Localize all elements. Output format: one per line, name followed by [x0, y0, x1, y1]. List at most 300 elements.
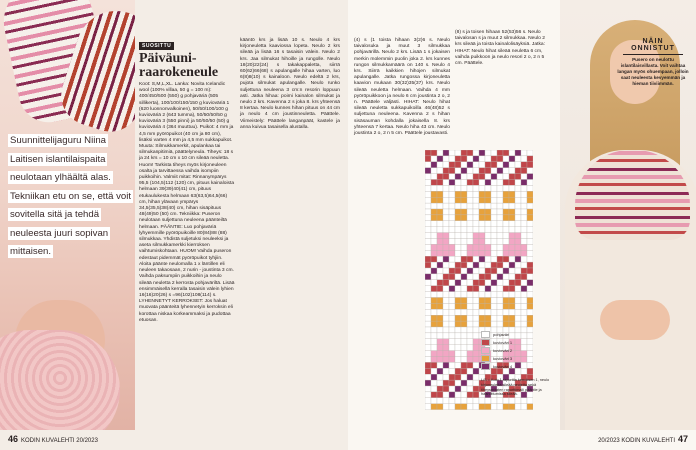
- chart-cell: [491, 398, 497, 404]
- chart-cell: [521, 268, 527, 274]
- chart-cell: [503, 227, 509, 233]
- chart-cell: [497, 221, 503, 227]
- chart-cell: [491, 174, 497, 180]
- chart-cell: [443, 362, 449, 368]
- chart-cell: [521, 309, 527, 315]
- chart-cell: [455, 215, 461, 221]
- chart-cell: [497, 250, 503, 256]
- chart-cell: [425, 180, 431, 186]
- chart-cell: [521, 303, 527, 309]
- sidebar-box: NÄIN ONNISTUT Pusero on neulottu islantilaisvillasta. Voit vaihtaa langan myös ohuempaan, jolloin saat neuleesta kevyemmän ja hieman tiiviimmän.: [617, 38, 689, 86]
- chart-cell: [443, 286, 449, 292]
- chart-cell: [449, 256, 455, 262]
- chart-cell: [479, 168, 485, 174]
- chart-cell: [467, 262, 473, 268]
- chart-cell: [437, 203, 443, 209]
- chart-cell: [443, 386, 449, 392]
- chart-cell: [443, 374, 449, 380]
- chart-cell: [461, 250, 467, 256]
- chart-cell: [431, 298, 437, 304]
- chart-cell: [437, 150, 443, 156]
- chart-cell: [437, 233, 443, 239]
- chart-cell: [473, 374, 479, 380]
- chart-cell: [509, 274, 515, 280]
- chart-cell: [455, 197, 461, 203]
- chart-cell: [479, 298, 485, 304]
- chart-cell: [485, 156, 491, 162]
- chart-cell: [521, 315, 527, 321]
- chart-cell: [485, 239, 491, 245]
- chart-cell: [515, 197, 521, 203]
- chart-cell: [449, 156, 455, 162]
- chart-cell: [467, 227, 473, 233]
- chart-cell: [521, 274, 527, 280]
- chart-cell: [503, 150, 509, 156]
- chart-cell: [431, 380, 437, 386]
- chart-cell: [461, 392, 467, 398]
- chart-cell: [443, 156, 449, 162]
- legend-row: kuvioväri 1: [481, 338, 586, 346]
- chart-cell: [491, 274, 497, 280]
- chart-cell: [515, 227, 521, 233]
- chart-cell: [443, 168, 449, 174]
- chart-cell: [479, 233, 485, 239]
- chart-cell: [455, 274, 461, 280]
- chart-cell: [425, 357, 431, 363]
- chart-cell: [521, 239, 527, 245]
- chart-cell: [467, 327, 473, 333]
- chart-cell: [497, 404, 503, 410]
- chart-cell: [521, 209, 527, 215]
- chart-cell: [473, 404, 479, 410]
- chart-cell: [443, 368, 449, 374]
- chart-cell: [503, 303, 509, 309]
- chart-cell: [485, 180, 491, 186]
- chart-cell: [449, 185, 455, 191]
- chart-cell: [497, 239, 503, 245]
- chart-cell: [443, 256, 449, 262]
- chart-cell: [467, 368, 473, 374]
- chart-cell: [473, 309, 479, 315]
- chart-cell: [503, 168, 509, 174]
- chart-cell: [479, 280, 485, 286]
- chart-cell: [461, 185, 467, 191]
- chart-cell: [491, 191, 497, 197]
- chart-cell: [503, 203, 509, 209]
- chart-cell: [491, 203, 497, 209]
- chart-cell: [521, 203, 527, 209]
- chart-cell: [431, 185, 437, 191]
- chart-cell: [443, 404, 449, 410]
- chart-cell: [497, 197, 503, 203]
- chart-cell: [473, 268, 479, 274]
- chart-cell: [497, 280, 503, 286]
- chart-cell: [527, 150, 533, 156]
- chart-cell: [467, 174, 473, 180]
- chart-cell: [431, 233, 437, 239]
- chart-cell: [449, 398, 455, 404]
- chart-cell: [437, 268, 443, 274]
- chart-cell: [455, 227, 461, 233]
- instruction-column-c: (4) s (1 toista hihaan 3(2)6 s. Neulo taivalosuka ja muut 3 silmukkaa pohjavärillä. Neulo 2 krs. Lisää 1 s jokaisen merkin molemmin puolin joka 2. krs kunnes rungon silmukkamäärä on 140 s. Neulo 4 krs. Siirrä kaikkien hihojen silmukat apulangalle. Jatka rungossa kirjoneuletta kaavion mukaan 30(32)35(37) krs. Neulo sileää neuletta helmaan. Vaihda 4 mm pyöröpuikkoon ja neulo 6 cm joustinta 2 o, 2 n. Päättele väljästi. HIHAT: Neulo hihat sileää neuletta sukkapuikoilla 46(48)52 s suljettuna neuleena. Kavenna 2 s hihan sisäsauman kohdalla jokaisella 8. krs yhteensä 7 kertaa. Neulo hiha 43 cm. Neulo joustinta 2 o, 2 n 5 cm. Päättele joustavasti.: [354, 38, 450, 137]
- chart-cell: [527, 292, 533, 298]
- chart-cell: [503, 262, 509, 268]
- chart-cell: [479, 156, 485, 162]
- chart-cell: [461, 221, 467, 227]
- chart-cell: [527, 168, 533, 174]
- chart-cell: [425, 274, 431, 280]
- chart-cell: [503, 156, 509, 162]
- chart-cell: [479, 197, 485, 203]
- chart-cell: [479, 174, 485, 180]
- chart-cell: [467, 303, 473, 309]
- chart-cell: [497, 162, 503, 168]
- chart-cell: [479, 404, 485, 410]
- chart-cell: [443, 250, 449, 256]
- chart-cell: [509, 180, 515, 186]
- chart-cell: [503, 286, 509, 292]
- chart-cell: [473, 150, 479, 156]
- chart-cell: [449, 150, 455, 156]
- chart-cell: [449, 392, 455, 398]
- chart-cell: [455, 380, 461, 386]
- chart-cell: [479, 185, 485, 191]
- chart-cell: [491, 162, 497, 168]
- chart-cell: [491, 262, 497, 268]
- chart-cell: [425, 303, 431, 309]
- chart-cell: [485, 215, 491, 221]
- chart-cell: [425, 162, 431, 168]
- chart-cell: [485, 162, 491, 168]
- chart-cell: [473, 162, 479, 168]
- chart-cell: [431, 256, 437, 262]
- chart-cell: [437, 298, 443, 304]
- chart-cell: [431, 345, 437, 351]
- chart-cell: [455, 280, 461, 286]
- chart-cell: [473, 386, 479, 392]
- chart-cell: [455, 209, 461, 215]
- chart-cell: [449, 333, 455, 339]
- chart-cell: [455, 286, 461, 292]
- chart-cell: [461, 256, 467, 262]
- chart-cell: [497, 309, 503, 315]
- chart-cell: [431, 292, 437, 298]
- chart-cell: [479, 227, 485, 233]
- chart-cell: [509, 315, 515, 321]
- chart-cell: [425, 368, 431, 374]
- chart-cell: [455, 368, 461, 374]
- chart-cell: [509, 162, 515, 168]
- chart-cell: [431, 191, 437, 197]
- chart-cell: [431, 250, 437, 256]
- chart-cell: [491, 150, 497, 156]
- chart-cell: [449, 233, 455, 239]
- chart-cell: [509, 268, 515, 274]
- chart-cell: [509, 197, 515, 203]
- chart-cell: [485, 286, 491, 292]
- chart-cell: [503, 298, 509, 304]
- chart-cell: [449, 286, 455, 292]
- chart-cell: [467, 292, 473, 298]
- chart-cell: [461, 203, 467, 209]
- chart-cell: [521, 398, 527, 404]
- chart-cell: [473, 185, 479, 191]
- chart-cell: [467, 362, 473, 368]
- chart-cell: [491, 292, 497, 298]
- chart-cell: [473, 321, 479, 327]
- chart-cell: [521, 250, 527, 256]
- chart-cell: [425, 298, 431, 304]
- chart-cell: [467, 357, 473, 363]
- chart-cell: [449, 303, 455, 309]
- chart-cell: [461, 262, 467, 268]
- chart-cell: [431, 368, 437, 374]
- chart-cell: [425, 333, 431, 339]
- chart-cell: [425, 292, 431, 298]
- chart-cell: [509, 404, 515, 410]
- chart-cell: [479, 309, 485, 315]
- chart-cell: [461, 351, 467, 357]
- chart-cell: [437, 321, 443, 327]
- chart-cell: [425, 315, 431, 321]
- chart-cell: [521, 298, 527, 304]
- chart-cell: [479, 256, 485, 262]
- chart-cell: [497, 315, 503, 321]
- chart-cell: [467, 274, 473, 280]
- chart-cell: [473, 239, 479, 245]
- chart-cell: [503, 197, 509, 203]
- section-tag: SUOSITTU: [139, 42, 174, 50]
- chart-cell: [425, 168, 431, 174]
- chart-cell: [437, 333, 443, 339]
- chart-cell: [455, 309, 461, 315]
- chart-cell: [515, 321, 521, 327]
- chart-cell: [479, 274, 485, 280]
- chart-cell: [437, 315, 443, 321]
- chart-cell: [449, 268, 455, 274]
- chart-cell: [443, 203, 449, 209]
- chart-cell: [455, 185, 461, 191]
- chart-cell: [425, 339, 431, 345]
- chart-cell: [437, 168, 443, 174]
- chart-cell: [509, 185, 515, 191]
- chart-cell: [437, 197, 443, 203]
- chart-cell: [509, 209, 515, 215]
- chart-cell: [491, 404, 497, 410]
- chart-cell: [515, 233, 521, 239]
- chart-cell: [515, 280, 521, 286]
- chart-cell: [467, 339, 473, 345]
- chart-cell: [527, 398, 533, 404]
- chart-cell: [461, 315, 467, 321]
- chart-cell: [455, 374, 461, 380]
- chart-cell: [425, 392, 431, 398]
- chart-cell: [455, 357, 461, 363]
- chart-cell: [467, 256, 473, 262]
- chart-cell: [503, 233, 509, 239]
- chart-cell: [425, 221, 431, 227]
- chart-cell: [485, 244, 491, 250]
- chart-cell: [497, 298, 503, 304]
- chart-cell: [437, 209, 443, 215]
- chart-cell: [491, 168, 497, 174]
- chart-cell: [503, 239, 509, 245]
- chart-cell: [503, 292, 509, 298]
- chart-cell: [443, 233, 449, 239]
- chart-cell: [443, 215, 449, 221]
- chart-cell: [431, 221, 437, 227]
- chart-cell: [491, 250, 497, 256]
- chart-cell: [527, 262, 533, 268]
- chart-cell: [449, 380, 455, 386]
- legend-row: kuvioväri 2: [481, 346, 586, 354]
- chart-cell: [473, 292, 479, 298]
- chart-cell: [509, 309, 515, 315]
- chart-cell: [443, 321, 449, 327]
- chart-cell: [425, 262, 431, 268]
- chart-cell: [515, 185, 521, 191]
- chart-cell: [437, 191, 443, 197]
- chart-cell: [425, 215, 431, 221]
- chart-cell: [437, 404, 443, 410]
- chart-cell: [521, 262, 527, 268]
- chart-cell: [479, 398, 485, 404]
- chart-cell: [437, 221, 443, 227]
- chart-cell: [509, 298, 515, 304]
- chart-cell: [467, 386, 473, 392]
- chart-cell: [449, 274, 455, 280]
- chart-cell: [467, 233, 473, 239]
- chart-cell: [449, 262, 455, 268]
- chart-cell: [431, 239, 437, 245]
- article-title: Päiväuni- raarokeneule: [139, 51, 219, 80]
- chart-cell: [515, 203, 521, 209]
- chart-cell: [455, 262, 461, 268]
- chart-cell: [473, 221, 479, 227]
- chart-cell: [491, 185, 497, 191]
- chart-cell: [461, 404, 467, 410]
- instruction-column-d: (8) s ja toisen hihaan 52(53)56 s. Neulo taivalosan s ja muut 2 silmukkaa. Neulo 2 krs sileää ja toista kainalolisäyksiä. Jatka: HIHAT: Neulo hihat sileää neuletta 6 cm, vaihda puikkoon ja neulo resori 2 o, 2 n 5 cm. Päättele.: [455, 30, 545, 67]
- chart-cell: [461, 233, 467, 239]
- chart-cell: [473, 327, 479, 333]
- chart-cell: [509, 215, 515, 221]
- chart-cell: [485, 150, 491, 156]
- chart-cell: [527, 303, 533, 309]
- chart-cell: [485, 203, 491, 209]
- chart-cell: [497, 150, 503, 156]
- chart-cell: [527, 203, 533, 209]
- chart-cell: [449, 168, 455, 174]
- chart-cell: [503, 280, 509, 286]
- chart-cell: [461, 309, 467, 315]
- chart-cell: [461, 298, 467, 304]
- chart-cell: [425, 256, 431, 262]
- chart-cell: [437, 286, 443, 292]
- chart-cell: [527, 233, 533, 239]
- chart-cell: [467, 250, 473, 256]
- chart-cell: [497, 156, 503, 162]
- chart-cell: [449, 174, 455, 180]
- chart-cell: [455, 268, 461, 274]
- chart-cell: [443, 303, 449, 309]
- chart-cell: [437, 292, 443, 298]
- chart-cell: [461, 357, 467, 363]
- chart-cell: [437, 345, 443, 351]
- chart-cell: [527, 309, 533, 315]
- chart-cell: [467, 309, 473, 315]
- chart-cell: [431, 303, 437, 309]
- chart-cell: [431, 156, 437, 162]
- chart-cell: [521, 150, 527, 156]
- chart-cell: [527, 185, 533, 191]
- chart-cell: [461, 345, 467, 351]
- chart-cell: [425, 386, 431, 392]
- chart-cell: [455, 404, 461, 410]
- chart-cell: [443, 180, 449, 186]
- chart-cell: [527, 221, 533, 227]
- chart-cell: [527, 268, 533, 274]
- chart-cell: [485, 274, 491, 280]
- chart-cell: [461, 191, 467, 197]
- chart-cell: [437, 180, 443, 186]
- chart-cell: [437, 262, 443, 268]
- chart-cell: [425, 404, 431, 410]
- chart-cell: [455, 162, 461, 168]
- chart-cell: [443, 262, 449, 268]
- chart-cell: [449, 339, 455, 345]
- chart-cell: [491, 215, 497, 221]
- chart-cell: [443, 185, 449, 191]
- instruction-column-a: Koot: S,M,L,XL. Lanka: Novita Icelandic wool (100% villaa, 50 g = 100 m): 400/450/500 (550) g pohjaväriä (505 sillikerta), 100/100/150/150 g kuvioväriä 1 (620 luonnonvalkoinen), 50/50/100/100 g kuvioväriä 2 (643 tumma), 50/50/50/50 g kuvioväriä 3 (550 pinni) ja 50/50/50 (50) g kuvioväriä 4 (364 muuttuu). Puikot: 4 mm ja 4,5 mm pyöröpuikot (40 cm ja 80 cm), lisäksi varten 4 mm ja 4,5 mm sukkapuikot. Muuta: Silmukkamerkit, apulankaa tai silmukanpitimiä, päättelyneula. Tiheys: 18 s ja 24 krs = 10 cm x 10 cm sileää neuletta. Huom! Tarkista tiheys myös kirjoneuleen osalta ja tarvittaessa vaihda isompiin puikkoihin. Valmiit mitat: Rinnanympärys 95,5 (104,5)112 (120) cm, pituus kainaloista helmaan 39(39)40(41) cm, pituus etukaulukesta helmaan 63(63,5)64,5(66) cm, hihan ylävaan ympärys 34,5(35,5)38(40) cm, hihan sisäpituus 48(49)50 (50) cm. Tekniikka: Puseron neulotaan suljettuna neuleena päänteiltä helmaan. PÄÄNTIE: Luo pohjaväriä lyhyemmille pyöröpuikoille 80(84)88 (88) silmukkaa. Yhdistä suljetuksi neuleeksi ja aseta silmukkamerkki kierroksen vaihtumiskohtaan. HUOM! Vaihda puseron edestaut pidemmät pyöröpuikot tyhjiin. Aloita päänte neulomalla 1 x läntillen eli neuleen takaosaan, 2 nurin - joustinta 3 cm. Vaihda paksumpiin puikkoihin ja neulo sileää neuletta 2 kerrosta pohjaväriltä. Lisää ensimmäisellä kerralla tasaisin välein lyhien 16(16)20(26) s =96(102)108(114) s. LYHENNETYT KERROKSET: Jos haluat muovata päänteitä lyhennetyin kerroksin eli korottaa niskaa korkeammaksi ja pudottaa etuosan.: [139, 82, 235, 323]
- chart-cell: [503, 185, 509, 191]
- chart-cell: [443, 197, 449, 203]
- chart-cell: [449, 162, 455, 168]
- chart-cell: [485, 256, 491, 262]
- legend-row: kuvioväri 3: [481, 354, 586, 362]
- chart-cell: [431, 150, 437, 156]
- chart-cell: [485, 191, 491, 197]
- chart-cell: [473, 256, 479, 262]
- colorwork-chart: [425, 150, 533, 410]
- chart-cell: [515, 174, 521, 180]
- chart-cell: [503, 321, 509, 327]
- chart-cell: [473, 298, 479, 304]
- chart-cell: [443, 392, 449, 398]
- chart-cell: [491, 156, 497, 162]
- chart-cell: [515, 191, 521, 197]
- chart-cell: [461, 197, 467, 203]
- chart-cell: [527, 215, 533, 221]
- chart-cell: [473, 262, 479, 268]
- chart-cell: [497, 274, 503, 280]
- chart-cell: [431, 168, 437, 174]
- chart-cell: [497, 215, 503, 221]
- chart-cell: [527, 156, 533, 162]
- chart-cell: [449, 209, 455, 215]
- chart-cell: [521, 156, 527, 162]
- chart-cell: [467, 345, 473, 351]
- chart-cell: [461, 333, 467, 339]
- chart-cell: [455, 315, 461, 321]
- chart-cell: [461, 244, 467, 250]
- chart-cell: [485, 209, 491, 215]
- chart-cell: [479, 191, 485, 197]
- chart-cell: [479, 315, 485, 321]
- chart-cell: [485, 250, 491, 256]
- chart-cell: [455, 303, 461, 309]
- chart-cell: [449, 180, 455, 186]
- chart-cell: [473, 203, 479, 209]
